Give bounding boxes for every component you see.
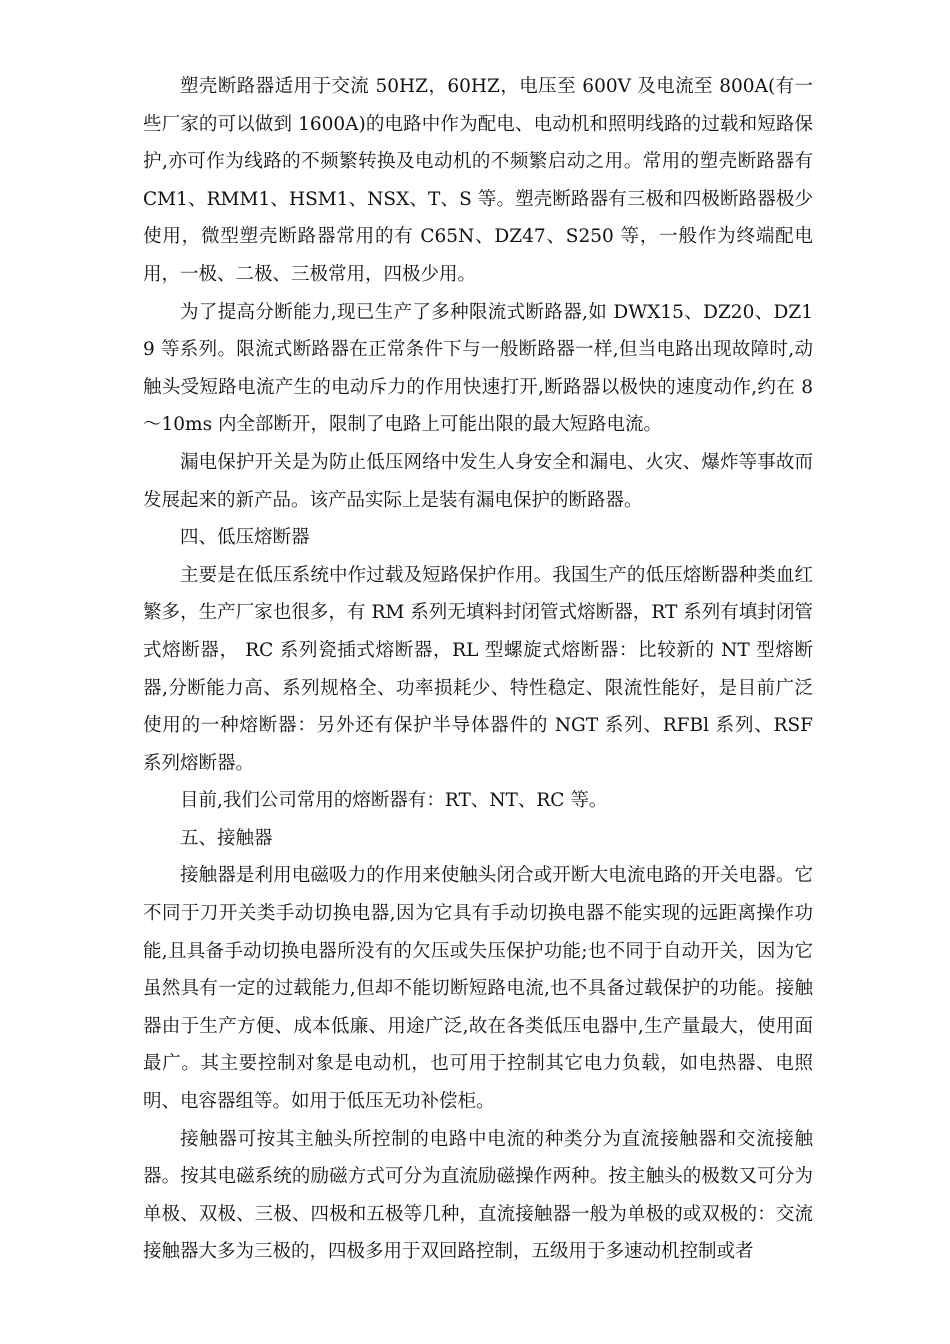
paragraph-current-limiting: 为了提高分断能力,现已生产了多种限流式断路器,如 DWX15、DZ20、DZ19 等系列。限流式断路器在正常条件下与一般断路器一样,但当电路出现故障时,动触头受短路电流产生的电动斥力的作用快速打开,断路器以极快的速度动作,约在 8～10ms 内全部断开，限制了电路上可能出限的最大短路电流。 — [143, 301, 813, 436]
section-heading-contactor: 五、接触器 — [180, 827, 273, 849]
paragraph-company-fuses: 目前,我们公司常用的熔断器有：RT、NT、RC 等。 — [180, 790, 608, 812]
section-heading-fuse: 四、低压熔断器 — [180, 527, 310, 549]
paragraph-contactor: 接触器是利用电磁吸力的作用来使触头闭合或开断大电流电路的开关电器。它不同于刀开关类手动切换电器,因为它具有手动切换电器不能实现的远距离操作功能,且具备手动切换电器所没有的欠压或失压保护功能;也不同于自动开关，因为它虽然具有一定的过载能力,但却不能切断短路电流,也不具备过载保护的功能。接触器由于生产方便、成本低廉、用途广泛,故在各类低压电器中,生产量最大，使用面最广。其主要控制对象是电动机，也可用于控制其它电力负载，如电热器、电照明、电容器组等。如用于低压无功补偿柜。 — [143, 865, 813, 1113]
document-page — [143, 68, 813, 1271]
paragraph-fuse: 主要是在低压系统中作过载及短路保护作用。我国生产的低压熔断器种类血红繁多，生产厂家也很多，有 RM 系列无填料封闭管式熔断器，RT 系列有填封闭管式熔断器， RC 系列瓷插式熔断器，RL 型螺旋式熔断器：比较新的 NT 型熔断器,分断能力高、系列规格全、功率损耗少、特性稳定、限流性能好，是目前广泛使用的一种熔断器：另外还有保护半导体器件的 NGT 系列、RFBl 系列、RSF 系列熔断器。 — [143, 564, 813, 774]
paragraph-leakage-protection: 漏电保护开关是为防止低压网络中发生人身安全和漏电、火灾、爆炸等事故而发展起来的新产品。该产品实际上是装有漏电保护的断路器。 — [143, 451, 813, 511]
paragraph-mccb: 塑壳断路器适用于交流 50HZ，60HZ，电压至 600V 及电流至 800A(有一些厂家的可以做到 1600A)的电路中作为配电、电动机和照明线路的过载和短路保护,亦可作为线路的不频繁转换及电动机的不频繁启动之用。常用的塑壳断路器有 CM1、RMM1、HSM1、NSX、T、S 等。塑壳断路器有三极和四极断路器极少使用，微型塑壳断路器常用的有 C65N、DZ47、S250 等，一般作为终端配电用，一极、二极、三极常用，四极少用。 — [143, 76, 813, 285]
paragraph-contactor-types: 接触器可按其主触头所控制的电路中电流的种类分为直流接触器和交流接触器。按其电磁系统的励磁方式可分为直流励磁操作两种。按主触头的极数又可分为单极、双极、三极、四极和五极等几种，直流接触器一般为单极的或双极的：交流接触器大多为三极的，四极多用于双回路控制，五级用于多速动机控制或者 — [143, 1128, 813, 1263]
